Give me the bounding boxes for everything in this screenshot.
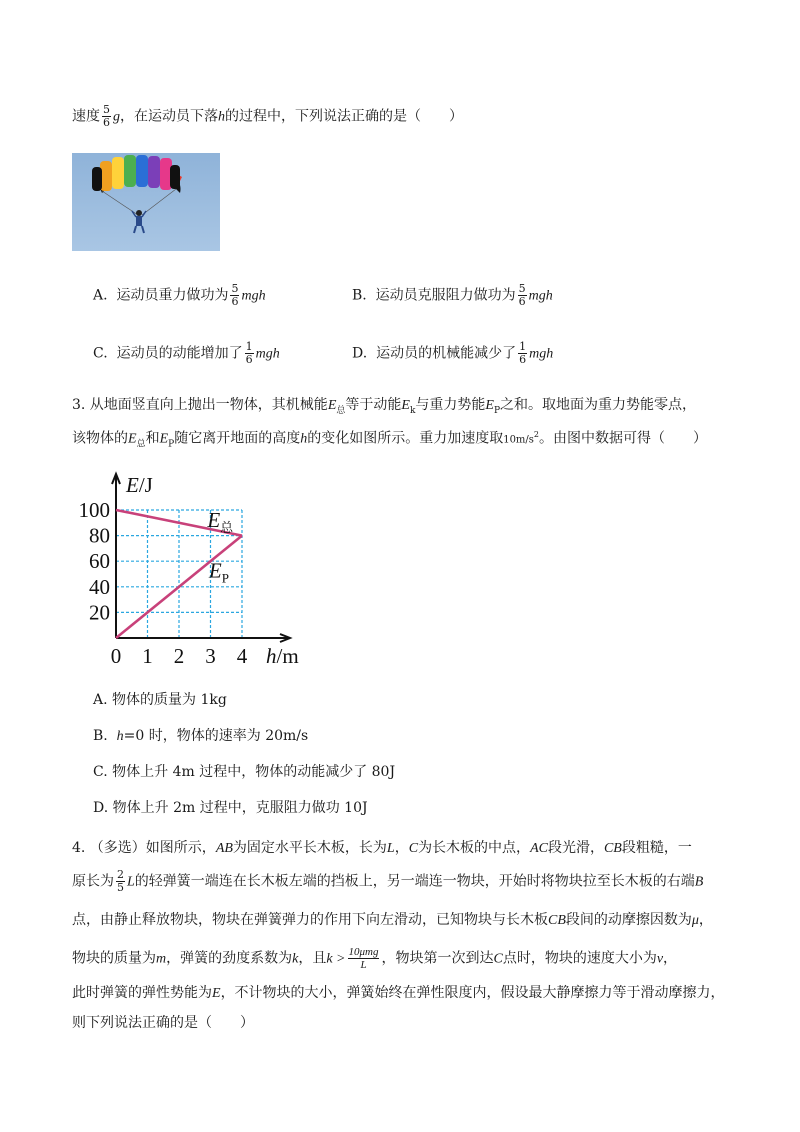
q3-option-d[interactable]: D. 物体上升 2m 过程中，克服阻力做功 10J [93, 800, 368, 816]
y-tick-label: 80 [89, 523, 110, 548]
x-tick-label: 4 [236, 644, 248, 668]
chart-axes [112, 474, 290, 642]
x-tick-label: 1 [142, 644, 153, 668]
x-tick-label: 0 [110, 644, 122, 668]
q2-option-b[interactable]: B. 运动员克服阻力做功为 $\frac{5}{6}$ mgh [352, 282, 553, 308]
series-label-e-p: $E_P$ [208, 558, 229, 586]
energy-height-chart [70, 470, 320, 670]
q2-option-d[interactable]: D. 运动员的机械能减少了 $\frac{1}{6}$ mgh [352, 340, 554, 366]
x-tick-label: 2 [173, 644, 185, 668]
x-axis-label: h/m [266, 644, 299, 668]
fraction: $\frac{5}{6}$ [518, 282, 526, 308]
q2-option-c[interactable]: C. 运动员的动能增加了 $\frac{1}{6}$ mgh [93, 340, 280, 366]
q3-option-b[interactable]: B. h=0 时，物体的速率为 20m/s [93, 728, 309, 744]
q4-stem-line5: 此时弹簧的弹性势能为E，不计物块的大小，弹簧始终在弹性限度内，假设最大静摩擦力等于滑动摩擦力， [72, 985, 725, 1001]
parachute-image [72, 153, 220, 251]
fraction: $\frac{1}{6}$ [245, 340, 253, 366]
q4-stem-line4: 物块的质量为m，弹簧的劲度系数为k，且k > $\frac{\text{10μmg}}{L}$ ，物块第一次到达C点时，物块的速度大小为v， [72, 946, 678, 971]
y-tick-label: 60 [89, 549, 110, 574]
fraction: $\frac{5}{6}$ [231, 282, 239, 308]
q3-stem-line1: 3. 从地面竖直向上抛出一物体，其机械能$E_总$等于动能$E_k$与重力势能$E_P$之和。取地面为重力势能零点， [72, 397, 697, 416]
q4-stem-line1: 4. （多选）如图所示，AB为固定水平长木板，长为L，C为长木板的中点，AC段光滑，CB段粗糙，一 [72, 840, 692, 856]
chart-svg [70, 470, 320, 670]
fraction: $\frac{5}{6}$ [103, 103, 110, 129]
q4-stem-line3: 点，由静止释放物块，物块在弹簧弹力的作用下向左滑动，已知物块与长木板CB段间的动摩擦因数为μ， [72, 912, 713, 928]
q4-stem-line2: 原长为 $\frac{2}{5}$ L的轻弹簧一端连在长木板左端的挡板上，另一端连一物块，开始时将物块拉至长木板的右端B [72, 868, 704, 894]
fraction: $\frac{\text{10μmg}}{L}$ [348, 946, 379, 971]
x-tick-label: 3 [205, 644, 216, 668]
fraction: $\frac{1}{6}$ [519, 340, 527, 366]
q2-stem: 速度 $\frac{5}{6}$ g，在运动员下落h的过程中，下列说法正确的是（ ） [72, 103, 463, 129]
series-label-e-total: $E_总$ [207, 507, 234, 535]
q4-stem-line6: 则下列说法正确的是（ ） [72, 1015, 254, 1031]
y-tick-label: 20 [89, 600, 110, 625]
y-tick-label: 40 [89, 574, 110, 599]
q3-option-c[interactable]: C. 物体上升 4m 过程中，物体的动能减少了 80J [93, 764, 396, 780]
q2-option-a[interactable]: A. 运动员重力做功为 $\frac{5}{6}$ mgh [93, 282, 266, 308]
y-tick-label: 100 [78, 498, 110, 522]
q3-stem-line2: 该物体的$E_总$和$E_P$随它离开地面的高度h的变化如图所示。重力加速度取$10m/s^2$。由图中数据可得（ ） [72, 430, 708, 450]
y-axis-label: E/J [126, 473, 153, 497]
fraction: $\frac{2}{5}$ [117, 868, 124, 894]
parachutist-photo [72, 153, 220, 251]
q3-option-a[interactable]: A. 物体的质量为 1kg [93, 692, 227, 708]
